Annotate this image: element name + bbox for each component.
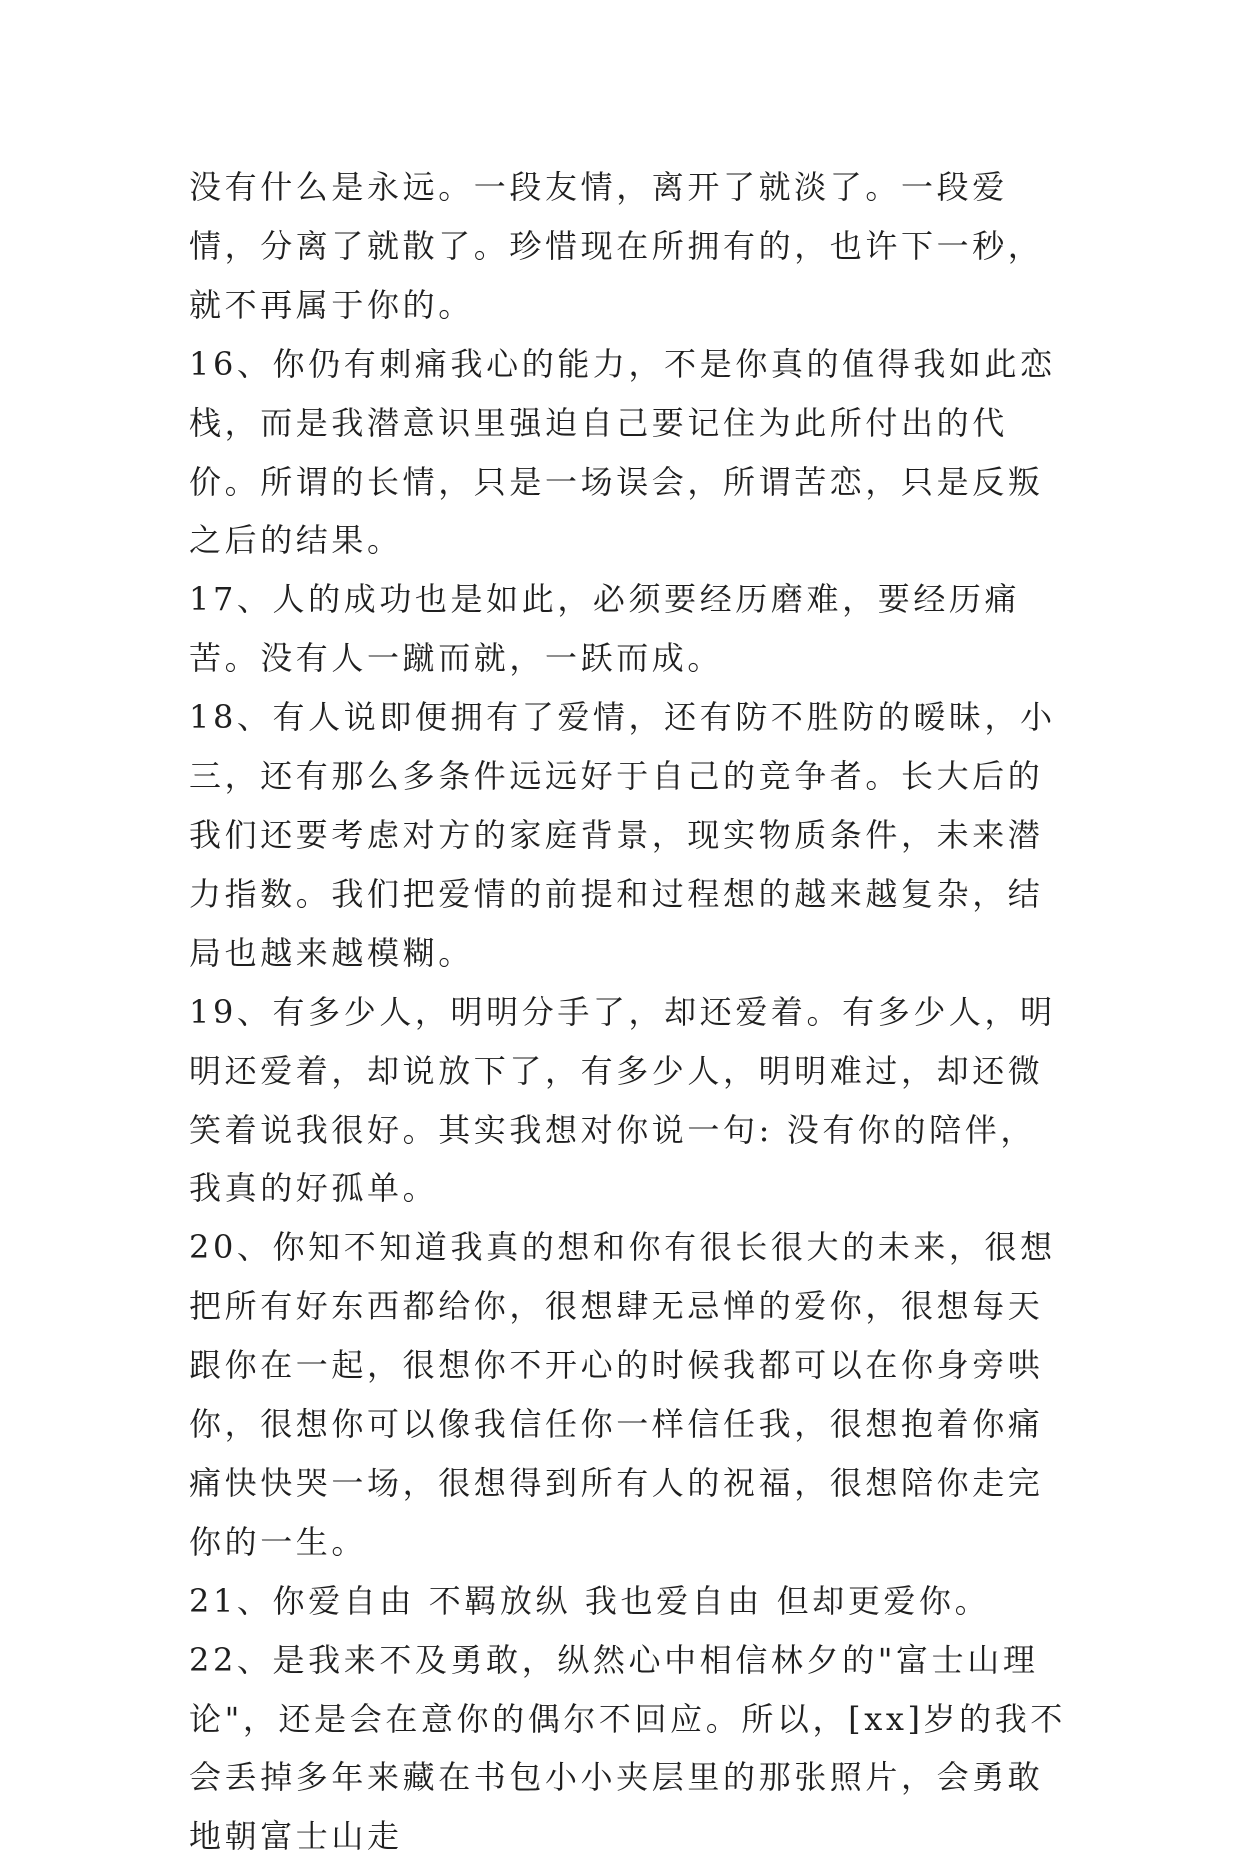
document-body <box>189 158 1069 1866</box>
paragraph-intro: 没有什么是永远。一段友情，离开了就淡了。一段爱情，分离了就散了。珍惜现在所拥有的，也许下一秒，就不再属于你的。 <box>189 168 1044 324</box>
paragraph-19: 19、有多少人，明明分手了，却还爱着。有多少人，明明还爱着，却说放下了，有多少人，明明难过，却还微笑着说我很好。其实我想对你说一句: 没有你的陪伴，我真的好孤单。 <box>189 992 1056 1208</box>
paragraph-22: 22、是我来不及勇敢，纵然心中相信林夕的"富士山理论"，还是会在意你的偶尔不回应。所以，[xx]岁的我不会丢掉多年来藏在书包小小夹层里的那张照片，会勇敢地朝富士山走 <box>189 1640 1066 1856</box>
paragraph-16: 16、你仍有刺痛我心的能力，不是你真的值得我如此恋栈，而是我潜意识里强迫自己要记住为此所付出的代价。所谓的长情，只是一场误会，所谓苦恋，只是反叛之后的结果。 <box>189 344 1056 560</box>
paragraph-18: 18、有人说即便拥有了爱情，还有防不胜防的暧昧，小三，还有那么多条件远远好于自己的竞争者。长大后的我们还要考虑对方的家庭背景，现实物质条件，未来潜力指数。我们把爱情的前提和过程想的越来越复杂，结局也越来越模糊。 <box>189 698 1056 972</box>
paragraph-20: 20、你知不知道我真的想和你有很长很大的未来，很想把所有好东西都给你，很想肆无忌惮的爱你，很想每天跟你在一起，很想你不开心的时候我都可以在你身旁哄你，很想你可以像我信任你一样信任我，很想抱着你痛痛快快哭一场，很想得到所有人的祝福，很想陪你走完你的一生。 <box>189 1228 1056 1561</box>
paragraph-21: 21、你爱自由 不羁放纵 我也爱自由 但却更爱你。 <box>189 1581 991 1620</box>
paragraph-17: 17、人的成功也是如此，必须要经历磨难，要经历痛苦。没有人一蹴而就，一跃而成。 <box>189 580 1021 678</box>
